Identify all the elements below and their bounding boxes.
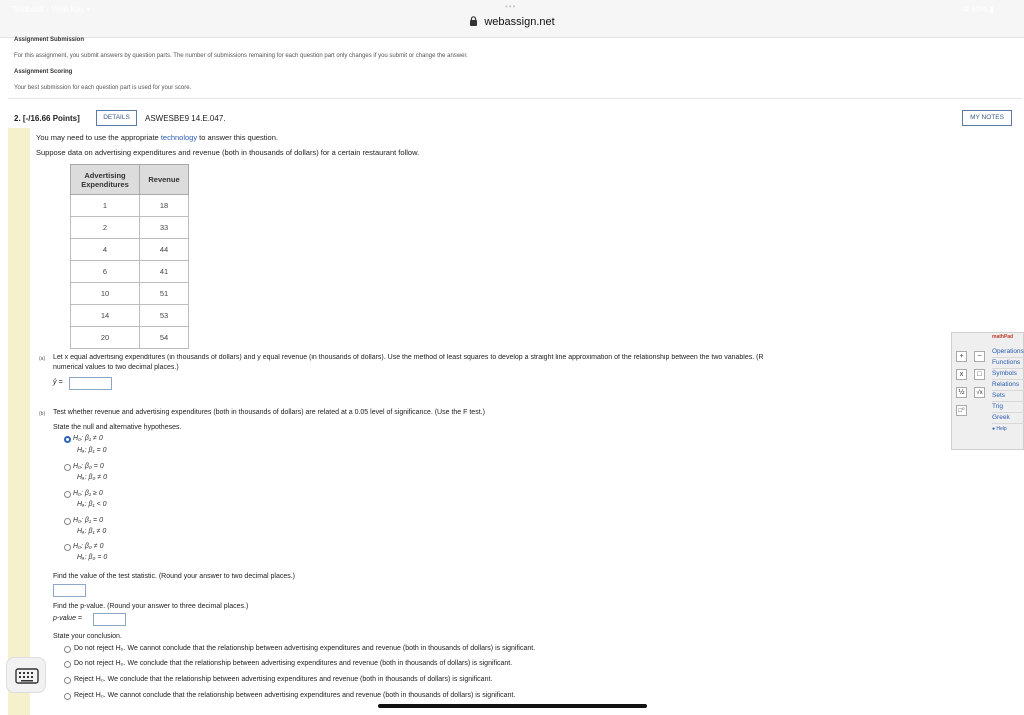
details-button[interactable]: DETAILS bbox=[96, 110, 137, 126]
hypothesis-h0-2: H₀: β₀ = 0 bbox=[73, 463, 104, 470]
hypothesis-radio-3[interactable] bbox=[64, 491, 71, 498]
palette-help-label: Help bbox=[996, 426, 1007, 432]
conclusion-radio-2[interactable] bbox=[64, 661, 71, 668]
table-cell: 18 bbox=[140, 195, 189, 217]
palette-menu-operations[interactable]: Operations bbox=[992, 348, 1024, 358]
hypothesis-h0-3: H₀: β₁ ≥ 0 bbox=[73, 490, 103, 497]
table-row bbox=[71, 283, 189, 305]
table-cell: 51 bbox=[140, 283, 189, 305]
hypothesis-ha-2: Hₐ: β₀ ≠ 0 bbox=[77, 474, 108, 481]
url-text: webassign.net bbox=[484, 16, 555, 28]
hypothesis-h0-4: H₀: β₁ = 0 bbox=[73, 517, 103, 524]
palette-plus-button[interactable]: + bbox=[956, 351, 967, 362]
submission-title: Assignment Submission bbox=[14, 37, 85, 43]
palette-menu-help[interactable] bbox=[992, 426, 1024, 436]
conclusion-radio-3[interactable] bbox=[64, 677, 71, 684]
conclusion-option-4: Reject H₀. We cannot conclude that the relationship between advertising expenditures and revenue (both in thousands of dollars) is significant. bbox=[74, 692, 516, 699]
hypothesis-h0-5: H₀: β₀ ≠ 0 bbox=[73, 543, 104, 550]
table-cell: 53 bbox=[140, 305, 189, 327]
question-prompt: Suppose data on advertising expenditures and revenue (both in thousands of dollars) for a certain restaurant follow. bbox=[36, 148, 420, 157]
table-cell: 4 bbox=[71, 239, 140, 261]
hypothesis-radio-1[interactable] bbox=[64, 436, 71, 443]
table-row bbox=[71, 217, 189, 239]
table-row bbox=[71, 327, 189, 349]
table-cell: 1 bbox=[71, 195, 140, 217]
intro-suffix: to answer this question. bbox=[197, 133, 278, 142]
part-b-text: Test whether revenue and advertising expenditures (both in thousands of dollars) are related at a 0.05 level of significance. (Use the F test.) bbox=[53, 409, 485, 416]
hypothesis-ha-4: Hₐ: β₁ ≠ 0 bbox=[77, 528, 107, 535]
scoring-title: Assignment Scoring bbox=[14, 69, 73, 75]
intro-text bbox=[36, 133, 278, 142]
part-a-label: (a) bbox=[39, 356, 46, 362]
conclusion-option-1: Do not reject H₀. We cannot conclude that the relationship between advertising expenditures and revenue (both in thousands of dollars) is significant. bbox=[74, 645, 536, 652]
conclusion-radio-1[interactable] bbox=[64, 646, 71, 653]
table-cell: 20 bbox=[71, 327, 140, 349]
state-hypotheses: State the null and alternative hypotheses. bbox=[53, 424, 182, 431]
hypothesis-radio-5[interactable] bbox=[64, 544, 71, 551]
pvalue-prompt: Find the p-value. (Round your answer to three decimal places.) bbox=[53, 603, 249, 610]
math-palette bbox=[951, 332, 1024, 450]
scoring-text: Your best submission for each question part is used for your score. bbox=[14, 85, 192, 91]
hypothesis-radio-2[interactable] bbox=[64, 464, 71, 471]
yhat-label: ŷ = bbox=[53, 379, 63, 386]
table-cell: 14 bbox=[71, 305, 140, 327]
data-table bbox=[70, 164, 189, 349]
table-row bbox=[71, 305, 189, 327]
keyboard-icon bbox=[7, 658, 47, 694]
table-header-revenue: Revenue bbox=[140, 165, 189, 195]
conclusion-option-2: Do not reject H₀. We conclude that the relationship between advertising expenditures and revenue (both in thousands of dollars) is significant. bbox=[74, 660, 513, 667]
yhat-input[interactable] bbox=[69, 377, 112, 390]
part-a-text-cont: numerical values to two decimal places.) bbox=[53, 364, 179, 371]
palette-brand: mathPad bbox=[992, 334, 1014, 340]
address-bar[interactable] bbox=[0, 16, 1024, 28]
conclusion-prompt: State your conclusion. bbox=[53, 633, 122, 640]
browser-ghost-right: ≋ 69% ▮ bbox=[962, 5, 994, 14]
my-notes-button[interactable]: MY NOTES bbox=[962, 110, 1012, 126]
pvalue-label: p-value = bbox=[53, 615, 82, 622]
palette-menu-trig[interactable]: Trig bbox=[992, 403, 1024, 413]
intro-prefix: You may need to use the appropriate bbox=[36, 133, 161, 142]
table-row bbox=[71, 261, 189, 283]
pvalue-input[interactable] bbox=[93, 613, 126, 626]
palette-box-button[interactable]: □ bbox=[974, 369, 985, 380]
table-cell: 10 bbox=[71, 283, 140, 305]
conclusion-radio-4[interactable] bbox=[64, 693, 71, 700]
palette-menu-relations[interactable]: Relations bbox=[992, 381, 1024, 391]
palette-power-button[interactable]: □⁰ bbox=[956, 405, 967, 416]
table-cell: 6 bbox=[71, 261, 140, 283]
table-row bbox=[71, 239, 189, 261]
part-a-text: Let x equal advertising expenditures (in thousands of dollars) and y equal revenue (in thousands of dollars). Use the method of least squares to develop a straight line approximation of the relationship between the two variables. (R bbox=[53, 354, 764, 361]
palette-variable-button[interactable]: x bbox=[956, 369, 967, 380]
table-cell: 33 bbox=[140, 217, 189, 239]
table-cell: 54 bbox=[140, 327, 189, 349]
divider bbox=[8, 98, 1022, 99]
hypothesis-ha-5: Hₐ: β₀ = 0 bbox=[77, 554, 108, 561]
table-cell: 41 bbox=[140, 261, 189, 283]
palette-sqrt-button[interactable]: √x bbox=[974, 387, 985, 398]
lock-icon bbox=[469, 16, 478, 26]
palette-menu-sets[interactable]: Sets bbox=[992, 392, 1024, 402]
hypothesis-ha-1: Hₐ: β₁ = 0 bbox=[77, 447, 107, 454]
part-b-label: (b) bbox=[39, 411, 46, 417]
browser-ghost-left: Textbook · View Key ▾ bbox=[12, 5, 91, 14]
tab-dots[interactable]: ••• bbox=[505, 2, 517, 11]
table-header-advertising: Advertising Expenditures bbox=[71, 165, 140, 195]
keyboard-button[interactable] bbox=[6, 657, 46, 693]
submission-text: For this assignment, you submit answers by question parts. The number of submissions remaining for each question part only changes if you submit or change the answer. bbox=[14, 53, 468, 59]
hypothesis-h0-1: H₀: β₁ ≠ 0 bbox=[73, 435, 103, 442]
palette-menu-functions[interactable]: Functions bbox=[992, 359, 1024, 369]
hypothesis-radio-4[interactable] bbox=[64, 518, 71, 525]
help-icon: ● bbox=[992, 426, 996, 432]
hypothesis-ha-3: Hₐ: β₁ < 0 bbox=[77, 501, 107, 508]
palette-fraction-button[interactable]: ½ bbox=[956, 387, 967, 398]
table-cell: 2 bbox=[71, 217, 140, 239]
technology-link[interactable]: technology bbox=[160, 133, 198, 142]
question-code: ASWESBE9 14.E.047. bbox=[145, 114, 226, 123]
question-header bbox=[14, 110, 1016, 128]
test-stat-prompt: Find the value of the test statistic. (Round your answer to two decimal places.) bbox=[53, 573, 296, 580]
table-row bbox=[71, 195, 189, 217]
question-points: 2. [-/16.66 Points] bbox=[14, 114, 80, 123]
home-indicator bbox=[378, 704, 647, 708]
palette-menu-symbols[interactable]: Symbols bbox=[992, 370, 1024, 380]
browser-toolbar bbox=[0, 0, 1024, 38]
palette-menu-greek[interactable]: Greek bbox=[992, 414, 1024, 424]
table-cell: 44 bbox=[140, 239, 189, 261]
conclusion-option-3: Reject H₀. We conclude that the relationship between advertising expenditures and revenue (both in thousands of dollars) is significant. bbox=[74, 676, 493, 683]
palette-minus-button[interactable]: − bbox=[974, 351, 985, 362]
test-stat-input[interactable] bbox=[53, 584, 86, 597]
